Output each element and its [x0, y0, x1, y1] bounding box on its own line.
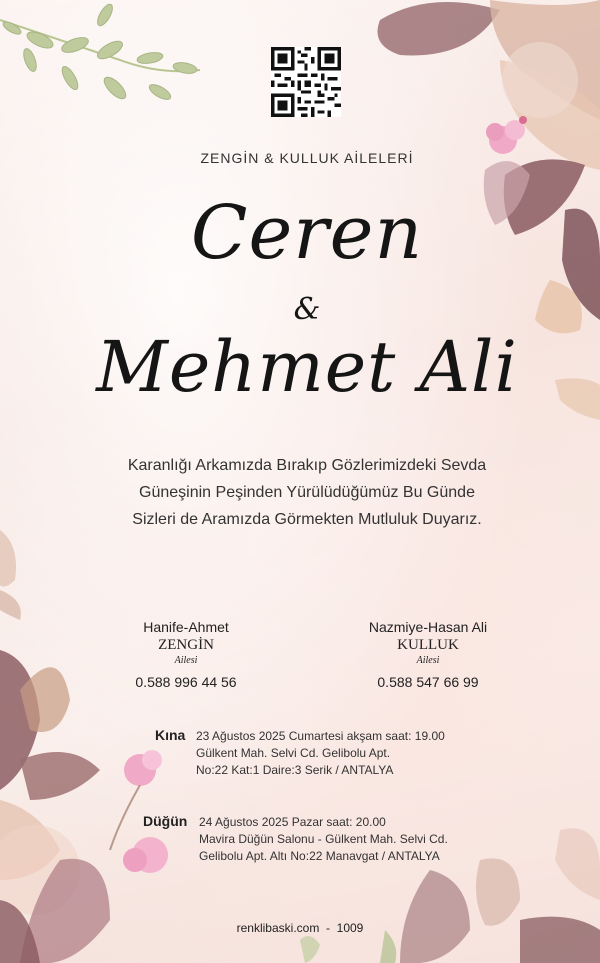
event-datetime: 23 Ağustos 2025 Cumartesi akşam saat: 19.00	[196, 729, 445, 743]
event-label: Düğün	[143, 813, 188, 829]
pink-flower-bottom-left	[110, 750, 168, 873]
event-address: Mavira Düğün Salonu - Gülkent Mah. Selvi Cd.	[199, 832, 448, 846]
groom-family	[338, 618, 518, 692]
qr-code	[271, 47, 341, 117]
family-phone: 0.588 996 44 56	[135, 674, 237, 690]
bride-name: Ceren	[190, 190, 424, 276]
family-label: Ailesi	[174, 655, 198, 666]
qr-code-icon	[271, 47, 341, 117]
event-dugun	[143, 813, 499, 865]
footer-credit: renklibaski.com - 1009	[236, 921, 364, 935]
families-title: ZENGİN & KULLUK AİLELERİ	[200, 150, 414, 166]
bride-family	[96, 618, 276, 692]
family-phone: 0.588 547 66 99	[377, 674, 479, 690]
groom-name: Mehmet Ali	[96, 326, 518, 408]
event-kina	[155, 727, 496, 779]
leaves-bottom-left	[0, 650, 168, 963]
event-address: No:22 Kat:1 Daire:3 Serik / ANTALYA	[196, 763, 394, 777]
event-label: Kına	[155, 727, 186, 743]
ampersand: &	[293, 292, 321, 327]
leaves-left-middle	[0, 530, 21, 620]
parent-names: Nazmiye-Hasan Ali	[368, 619, 488, 635]
pink-flower-top	[486, 116, 527, 154]
green-branch-top-left	[0, 2, 200, 102]
event-datetime: 24 Ağustos 2025 Pazar saat: 20.00	[199, 815, 386, 829]
family-surname: KULLUK	[397, 637, 459, 653]
invitation-verse	[60, 452, 554, 533]
verse-line: Sizleri de Aramızda Görmekten Mutluluk Duyarız.	[132, 511, 482, 528]
verse-line: Güneşinin Peşinden Yürülüdüğümüz Bu Günde	[139, 484, 475, 501]
family-surname: ZENGİN	[158, 637, 214, 653]
event-address: Gülkent Mah. Selvi Cd. Gelibolu Apt.	[196, 746, 391, 760]
verse-line: Karanlığı Arkamızda Bırakıp Gözlerimizdeki Sevda	[127, 457, 487, 474]
event-address: Gelibolu Apt. Altı No:22 Manavgat / ANTALYA	[199, 849, 440, 863]
parent-names: Hanife-Ahmet	[143, 619, 229, 635]
family-label: Ailesi	[416, 655, 440, 666]
